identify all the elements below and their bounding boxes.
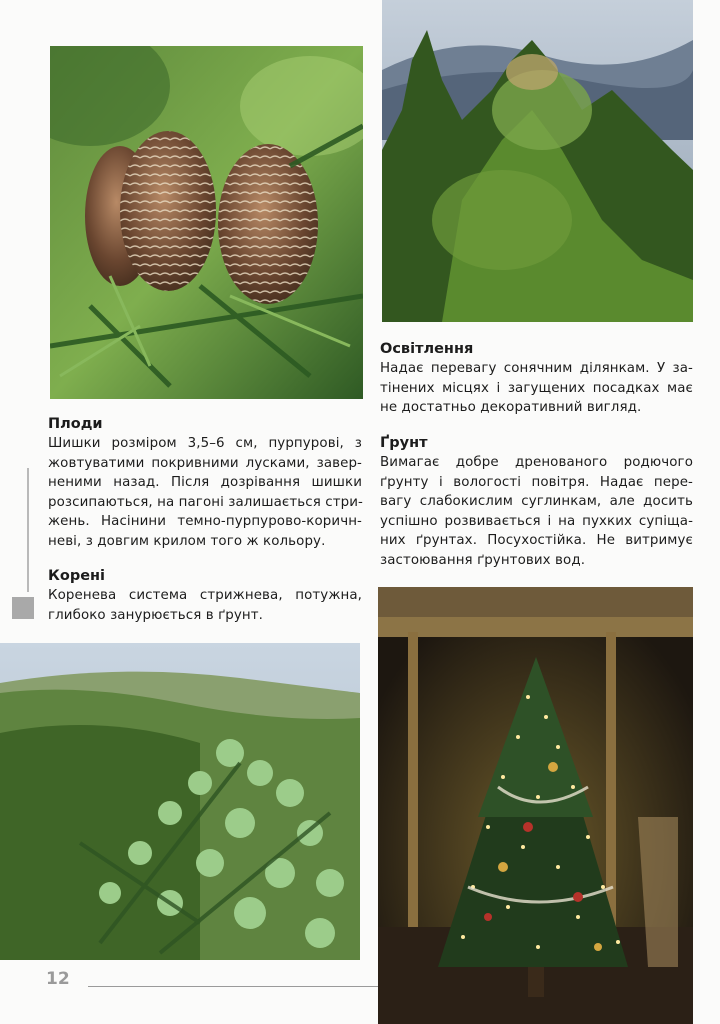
section-heading: Плоди [48, 416, 103, 432]
page-number: 12 [46, 969, 70, 989]
side-accent-bar [27, 468, 29, 592]
text-line: ґрунту і вологості повітря. Надає пере- [380, 474, 693, 490]
section-lighting [380, 339, 693, 418]
side-accent-square [12, 597, 34, 619]
text-line: глибоко занурюється в ґрунт. [48, 607, 263, 623]
section-body [48, 586, 362, 625]
text-line: тінених місцях і загущених посадках має [380, 380, 693, 396]
text-line: Надає перевагу сонячним ділянкам. У за- [380, 361, 693, 376]
text-line: неві, з довгим крилом того ж кольору. [48, 533, 326, 549]
section-fruits [48, 414, 362, 551]
text-line: успішно розвивається і на пухких супіща- [380, 513, 693, 529]
text-line: застоювання ґрунтових вод. [380, 552, 586, 568]
text-line: не достатньо декоративний вигляд. [380, 400, 642, 415]
section-body [380, 359, 693, 418]
text-line: Коренева система стрижнева, потужна, [48, 588, 362, 603]
section-heading: Ґрунт [380, 435, 428, 451]
text-line: Вимагає добре дренованого родючого [380, 455, 693, 470]
section-soil [380, 433, 693, 570]
section-heading: Освітлення [380, 341, 474, 357]
section-roots [48, 566, 362, 625]
photo-christmas-tree [378, 587, 693, 1024]
footer-rule [88, 986, 378, 987]
section-body [48, 434, 362, 551]
text-line: неними назад. Після дозрівання шишки [48, 475, 362, 490]
text-line: Шишки розміром 3,5–6 см, пурпурові, з [48, 436, 362, 451]
section-body [380, 453, 693, 570]
section-heading: Корені [48, 568, 106, 584]
text-line: жовтуватими покривними лусками, завер- [48, 455, 362, 471]
text-line: вагу слабокислим суглинкам, але досить [380, 494, 693, 509]
text-line: них ґрунтах. Посухостійка. Не витримує [380, 533, 693, 548]
photo-fir-tree-mountains [382, 0, 693, 322]
text-line: розсипаються, на пагоні залишається стри- [48, 494, 363, 510]
photo-fir-cones [50, 46, 363, 399]
text-line: жень. Насінини темно-пурпурово-коричн- [48, 514, 362, 529]
photo-fir-branches [0, 643, 360, 960]
